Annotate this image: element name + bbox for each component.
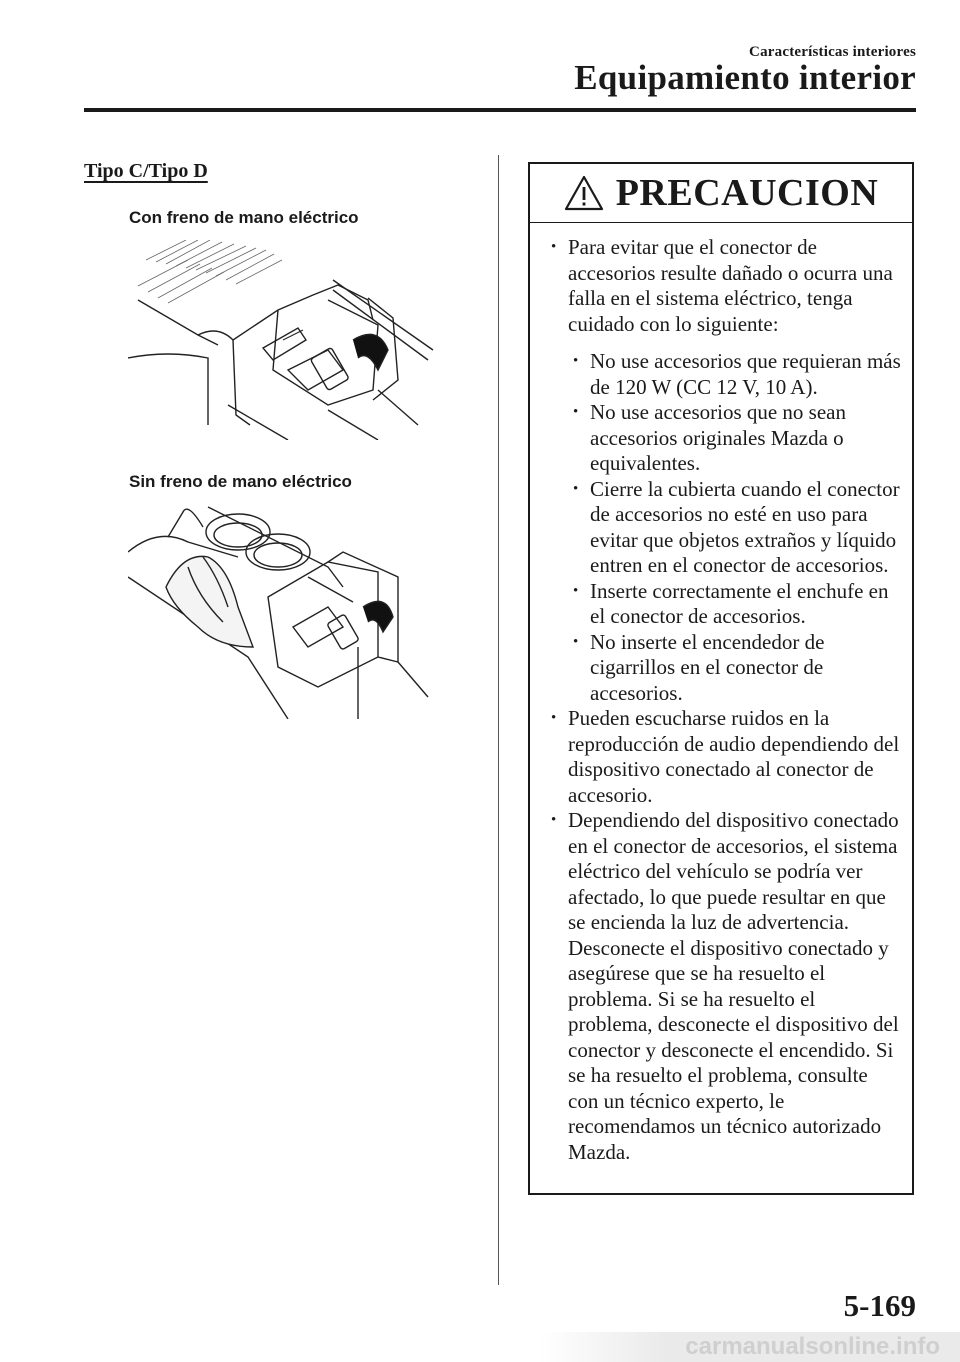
console-illustration-electric-brake	[128, 240, 438, 440]
caption-electric-brake: Con freno de mano eléctrico	[129, 208, 359, 227]
subheading: Tipo C/Tipo D	[84, 160, 208, 182]
list-item: • No use accesorios que no sean accesorios originales Mazda o equivalentes.	[542, 400, 902, 477]
caption-no-electric-brake: Sin freno de mano eléctrico	[129, 472, 352, 491]
list-item: • Pueden escucharse ruidos en la reproducción de audio dependiendo del dispositivo conectado al conector de accesorio.	[542, 706, 902, 808]
list-item: • Cierre la cubierta cuando el conector de accesorios no esté en uso para evitar que objetos extraños y líquido entren en el conector de accesorios.	[542, 477, 902, 579]
warning-triangle-icon	[564, 175, 604, 211]
caution-body	[530, 223, 912, 1165]
column-divider	[498, 155, 499, 1285]
caution-header	[530, 164, 912, 223]
section-label: Características interiores	[749, 44, 916, 60]
page-number: 5-169	[843, 1288, 916, 1323]
caution-title: PRECAUCION	[615, 172, 879, 214]
caution-box	[528, 162, 914, 1195]
list-item: • Inserte correctamente el enchufe en el conector de accesorios.	[542, 579, 902, 630]
header-rule	[84, 108, 916, 112]
page-title: Equipamiento interior	[574, 58, 916, 97]
list-item: • Para evitar que el conector de accesorios resulte dañado o ocurra una falla en el sistema eléctrico, tenga cuidado con lo siguiente:	[542, 235, 902, 337]
watermark: carmanualsonline.info	[540, 1332, 960, 1362]
list-item: • No inserte el encendedor de cigarrillos en el conector de accesorios.	[542, 630, 902, 707]
console-illustration-no-electric-brake	[128, 497, 438, 719]
list-item: • Dependiendo del dispositivo conectado en el conector de accesorios, el sistema eléctrico del vehículo se podría ver afectado, lo que puede resultar en que se encienda la luz de advertencia. Desconecte el dispositivo conectado y asegúrese que se ha resuelto el problema. Si se ha resuelto el problema, desconecte el dispositivo del conector y desconecte el encendido. Si se ha resuelto el problema, consulte con un técnico experto, le recomendamos un técnico autorizado Mazda.	[542, 808, 902, 1165]
list-item: • No use accesorios que requieran más de 120 W (CC 12 V, 10 A).	[542, 349, 902, 400]
